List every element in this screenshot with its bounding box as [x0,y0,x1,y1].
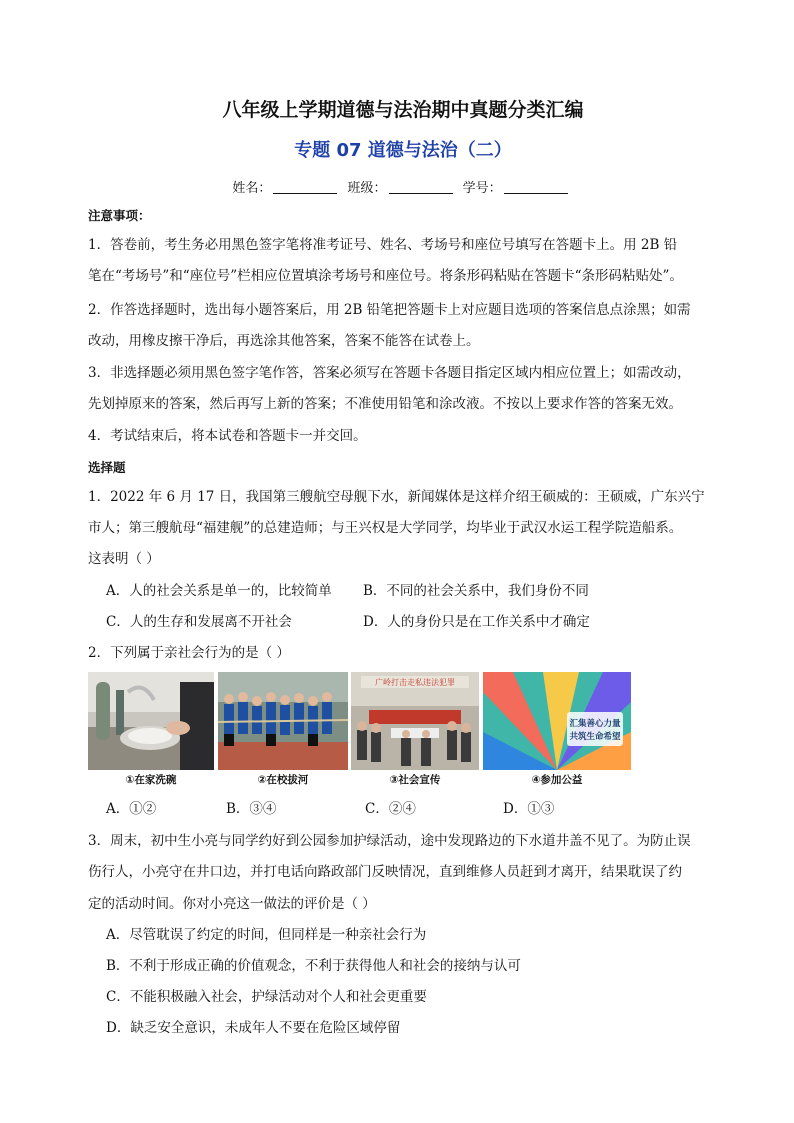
photo-charity-poster [483,672,631,770]
section-heading: 选择题 [88,460,126,475]
q3-option-c[interactable]: C．不能积极融入社会，护绿活动对个人和社会更重要 [106,989,427,1005]
document-title: 八年级上学期道德与法治期中真题分类汇编 [222,99,584,121]
banner-text: 广岭打击走私违法犯罪 [375,678,455,687]
document-subtitle: 专题 07 道德与法治（二） [294,140,512,161]
q3-option-b[interactable]: B．不利于形成正确的价值观念，不利于获得他人和社会的接纳与认可 [106,958,521,974]
notes-line: 改动，用橡皮擦干净后，再选涂其他答案，答案不能答在试卷上。 [88,333,480,349]
caption-2: ②在校拔河 [257,774,309,786]
q2-option-c[interactable]: C．②④ [365,801,416,817]
q1-stem-line: 市人；第三艘航母“福建舰”的总建造师；与王兴权是大学同学，均毕业于武汉水运工程学院造船系。 [88,520,683,536]
q3-option-d[interactable]: D．缺乏安全意识，未成年人不要在危险区域停留 [106,1020,401,1036]
id-blank[interactable] [504,181,568,194]
poster-line-2: 共筑生命希望 [569,732,621,742]
q3-stem-line: 伤行人，小亮守在井口边，并打电话向路政部门反映情况，直到维修人员赶到才离开，结果耽误了约 [88,864,682,880]
q2-option-b[interactable]: B．③④ [226,801,277,817]
q1-stem-line: 这表明（ ） [88,551,160,567]
name-blank[interactable] [273,181,337,194]
q1-option-d[interactable]: D．人的身份只是在工作关系中才确定 [363,614,590,630]
class-label: 班级： [347,181,387,196]
caption-3: ③社会宣传 [389,774,441,786]
caption-1: ①在家洗碗 [125,774,177,786]
q1-stem-line: 1．2022 年 6 月 17 日，我国第三艘航空母舰下水，新闻媒体是这样介绍王硕威的：王硕威，广东兴宁 [88,489,705,505]
photo-tug-of-war [218,672,348,770]
photo-public-awareness [351,672,479,770]
photo-washing-dishes [88,672,214,770]
id-label: 学号： [462,181,502,196]
q3-stem-line: 3．周末，初中生小亮与同学约好到公园参加护绿活动，途中发现路边的下水道井盖不见了。为防止误 [88,833,691,849]
caption-4: ④参加公益 [531,774,583,786]
notes-line: 4．考试结束后，将本试卷和答题卡一并交回。 [88,428,367,444]
notes-line: 2．作答选择题时，选出每小题答案后，用 2B 铅笔把答题卡上对应题目选项的答案信息点涂黑；如需 [88,302,691,318]
q2-option-d[interactable]: D．①③ [503,801,555,817]
q2-option-a[interactable]: A．①② [106,801,157,817]
q3-option-a[interactable]: A．尽管耽误了约定的时间，但同样是一种亲社会行为 [106,927,427,943]
q1-option-a[interactable]: A．人的社会关系是单一的，比较简单 [106,583,332,599]
notes-line: 3．非选择题必须用黑色签字笔作答，答案必须写在答题卡各题目指定区域内相应位置上；如需改动， [88,365,691,381]
notes-heading: 注意事项： [88,208,151,223]
class-blank[interactable] [389,181,453,194]
notes-line: 先划掉原来的答案，然后再写上新的答案；不准使用铅笔和涂改液。不按以上要求作答的答案无效。 [88,396,682,412]
poster-line-1: 汇集善心力量 [569,719,621,729]
name-label: 姓名： [232,181,272,196]
q2-stem: 2．下列属于亲社会行为的是（ ） [88,645,290,661]
notes-line: 1．答卷前，考生务必用黑色签字笔将准考证号、姓名、考场号和座位号填写在答题卡上。用 2B 铅 [88,237,678,253]
notes-line: 笔在“考场号”和“座位号”栏相应位置填涂考场号和座位号。将条形码粘贴在答题卡“条形码粘贴处”。 [88,268,683,284]
student-info-row [88,177,718,196]
q1-option-c[interactable]: C．人的生存和发展离不开社会 [106,614,292,630]
q1-option-b[interactable]: B．不同的社会关系中，我们身份不同 [363,583,589,599]
q3-stem-line: 定的活动时间。你对小亮这一做法的评价是（ ） [88,896,376,912]
